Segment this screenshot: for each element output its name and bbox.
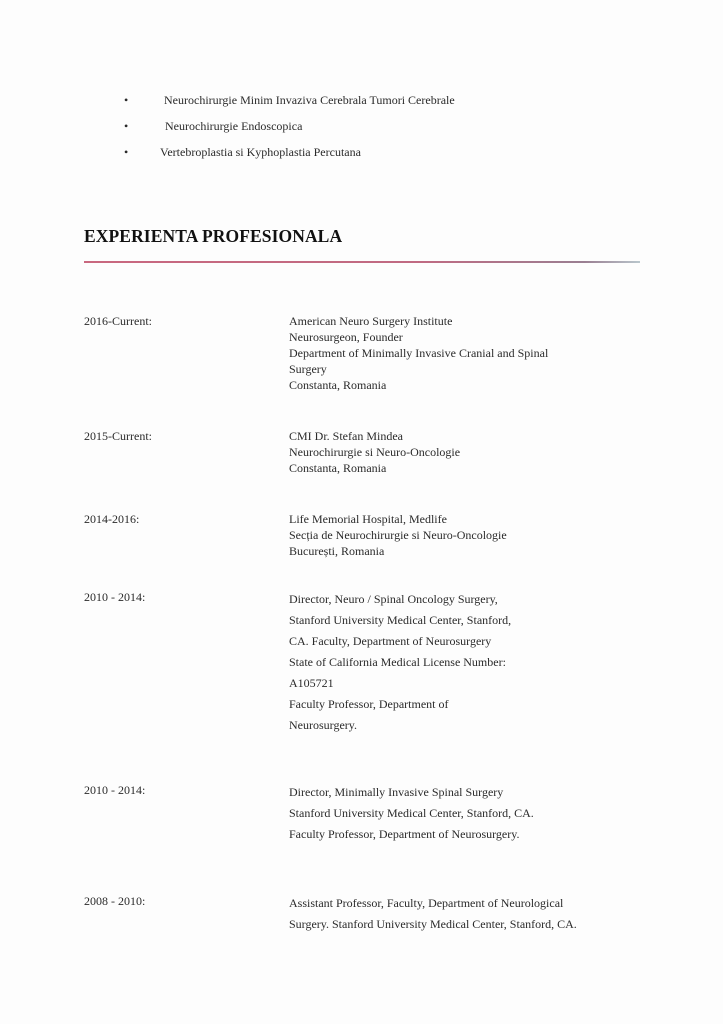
list-item-text: Neurochirurgie Minim Invaziva Cerebrala Tumori Cerebrale (164, 93, 455, 107)
entry-line: American Neuro Surgery Institute (289, 314, 453, 328)
entry-line: Surgery (289, 362, 327, 376)
entry-line: Director, Minimally Invasive Spinal Surgery (289, 785, 504, 799)
entry-line: Department of Minimally Invasive Cranial and Spinal (289, 346, 549, 360)
entry-line: Neurosurgery. (289, 718, 357, 732)
entry-line: Surgery. Stanford University Medical Center, Stanford, CA. (289, 917, 577, 931)
entry-line: Life Memorial Hospital, Medlife (289, 512, 447, 526)
entry-details (289, 782, 534, 845)
entry-line: State of California Medical License Number: (289, 655, 506, 669)
entry-date: 2016-Current: (84, 314, 152, 328)
entry-date: 2008 - 2010: (84, 894, 146, 908)
entry-line: București, Romania (289, 544, 385, 558)
bullet-icon: • (124, 119, 129, 133)
list-item-text: Vertebroplastia si Kyphoplastia Percutana (160, 145, 361, 159)
entry-date: 2010 - 2014: (84, 590, 146, 604)
entry-line: Stanford University Medical Center, Stanford, CA. (289, 806, 534, 820)
entry-date: 2015-Current: (84, 429, 152, 443)
entry-details (289, 511, 507, 559)
entry-line: Constanta, Romania (289, 378, 387, 392)
entry-line: Neurochirurgie si Neuro-Oncologie (289, 445, 461, 459)
entry-line: Constanta, Romania (289, 461, 387, 475)
section-title: EXPERIENTA PROFESIONALA (84, 226, 343, 246)
entry-details (289, 893, 577, 935)
entry-details (289, 313, 548, 393)
entry-details (289, 428, 460, 476)
entry-date: 2014-2016: (84, 512, 140, 526)
bullet-icon: • (124, 145, 129, 159)
bullet-icon: • (124, 93, 129, 107)
section-divider (84, 261, 640, 263)
entry-line: A105721 (289, 676, 334, 690)
entry-line: Secția de Neurochirurgie si Neuro-Oncologie (289, 528, 507, 542)
entry-date: 2010 - 2014: (84, 783, 146, 797)
entry-line: Director, Neuro / Spinal Oncology Surgery, (289, 592, 498, 606)
entry-details (289, 589, 511, 736)
entry-line: Faculty Professor, Department of Neurosurgery. (289, 827, 520, 841)
entry-line: CA. Faculty, Department of Neurosurgery (289, 634, 492, 648)
entry-line: Neurosurgeon, Founder (289, 330, 403, 344)
entry-line: Stanford University Medical Center, Stanford, (289, 613, 512, 627)
entry-line: Faculty Professor, Department of (289, 697, 449, 711)
entry-line: CMI Dr. Stefan Mindea (289, 429, 403, 443)
entry-line: Assistant Professor, Faculty, Department of Neurological (289, 896, 564, 910)
list-item-text: Neurochirurgie Endoscopica (165, 119, 303, 133)
